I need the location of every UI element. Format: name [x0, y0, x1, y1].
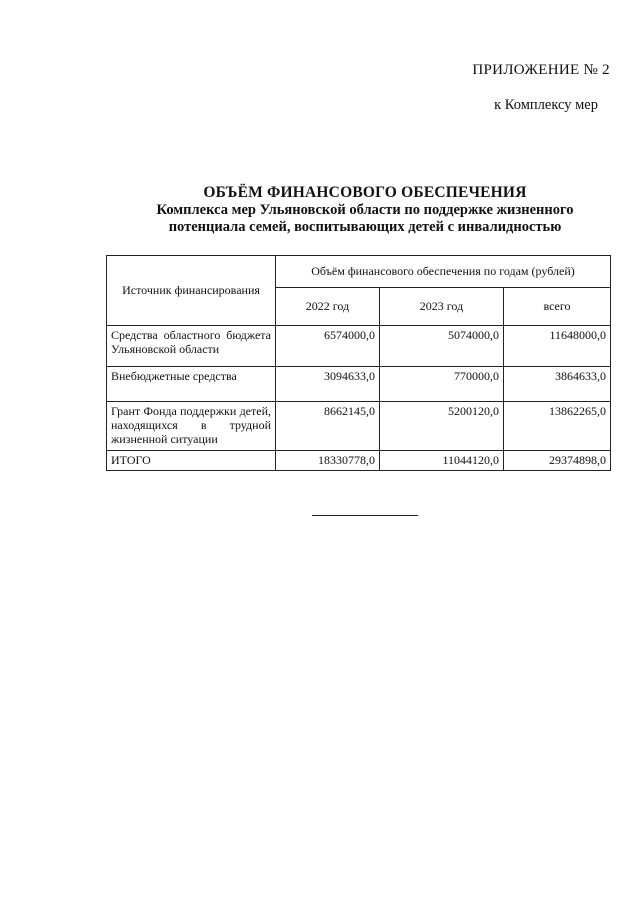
- row-value-2022: 6574000,0: [276, 326, 380, 367]
- title-line-2: Комплекса мер Ульяновской области по поддержке жизненного: [156, 202, 574, 218]
- row-value-2022: 8662145,0: [276, 402, 380, 451]
- year-2023-header: 2023 год: [380, 288, 504, 326]
- total-row: [107, 451, 611, 471]
- row-value-2023: 5074000,0: [380, 326, 504, 367]
- row-source: Внебюджетные средства: [107, 367, 276, 402]
- source-column-header: Источник финансирования: [107, 256, 276, 326]
- table-row: [107, 326, 611, 367]
- row-value-total: 29374898,0: [504, 451, 611, 471]
- row-value-total: 11648000,0: [504, 326, 611, 367]
- end-of-document-rule: [312, 515, 418, 516]
- funding-table: [106, 255, 611, 471]
- title-line-3: потенциала семей, воспитывающих детей с инвалидностью: [168, 219, 562, 235]
- row-value-2022: 3094633,0: [276, 367, 380, 402]
- row-source: ИТОГО: [107, 451, 276, 471]
- row-value-2023: 770000,0: [380, 367, 504, 402]
- row-value-total: 3864633,0: [504, 367, 611, 402]
- row-source: Грант Фонда поддержки детей, находящихся в трудной жизненной ситуации: [107, 402, 276, 451]
- row-value-2022: 18330778,0: [276, 451, 380, 471]
- appendix-reference: к Комплексу мер: [494, 97, 598, 113]
- row-value-total: 13862265,0: [504, 402, 611, 451]
- table-header-row: [107, 256, 611, 288]
- appendix-number: ПРИЛОЖЕНИЕ № 2: [472, 62, 610, 78]
- row-source: Средства областного бюджета Ульяновской области: [107, 326, 276, 367]
- title-main: ОБЪЁМ ФИНАНСОВОГО ОБЕСПЕЧЕНИЯ: [203, 184, 527, 201]
- table-row: [107, 367, 611, 402]
- funding-by-year-header: Объём финансового обеспечения по годам (рублей): [276, 256, 611, 288]
- year-2022-header: 2022 год: [276, 288, 380, 326]
- total-header: всего: [504, 288, 611, 326]
- table-row: [107, 402, 611, 451]
- row-value-2023: 11044120,0: [380, 451, 504, 471]
- document-title: [0, 184, 640, 236]
- row-value-2023: 5200120,0: [380, 402, 504, 451]
